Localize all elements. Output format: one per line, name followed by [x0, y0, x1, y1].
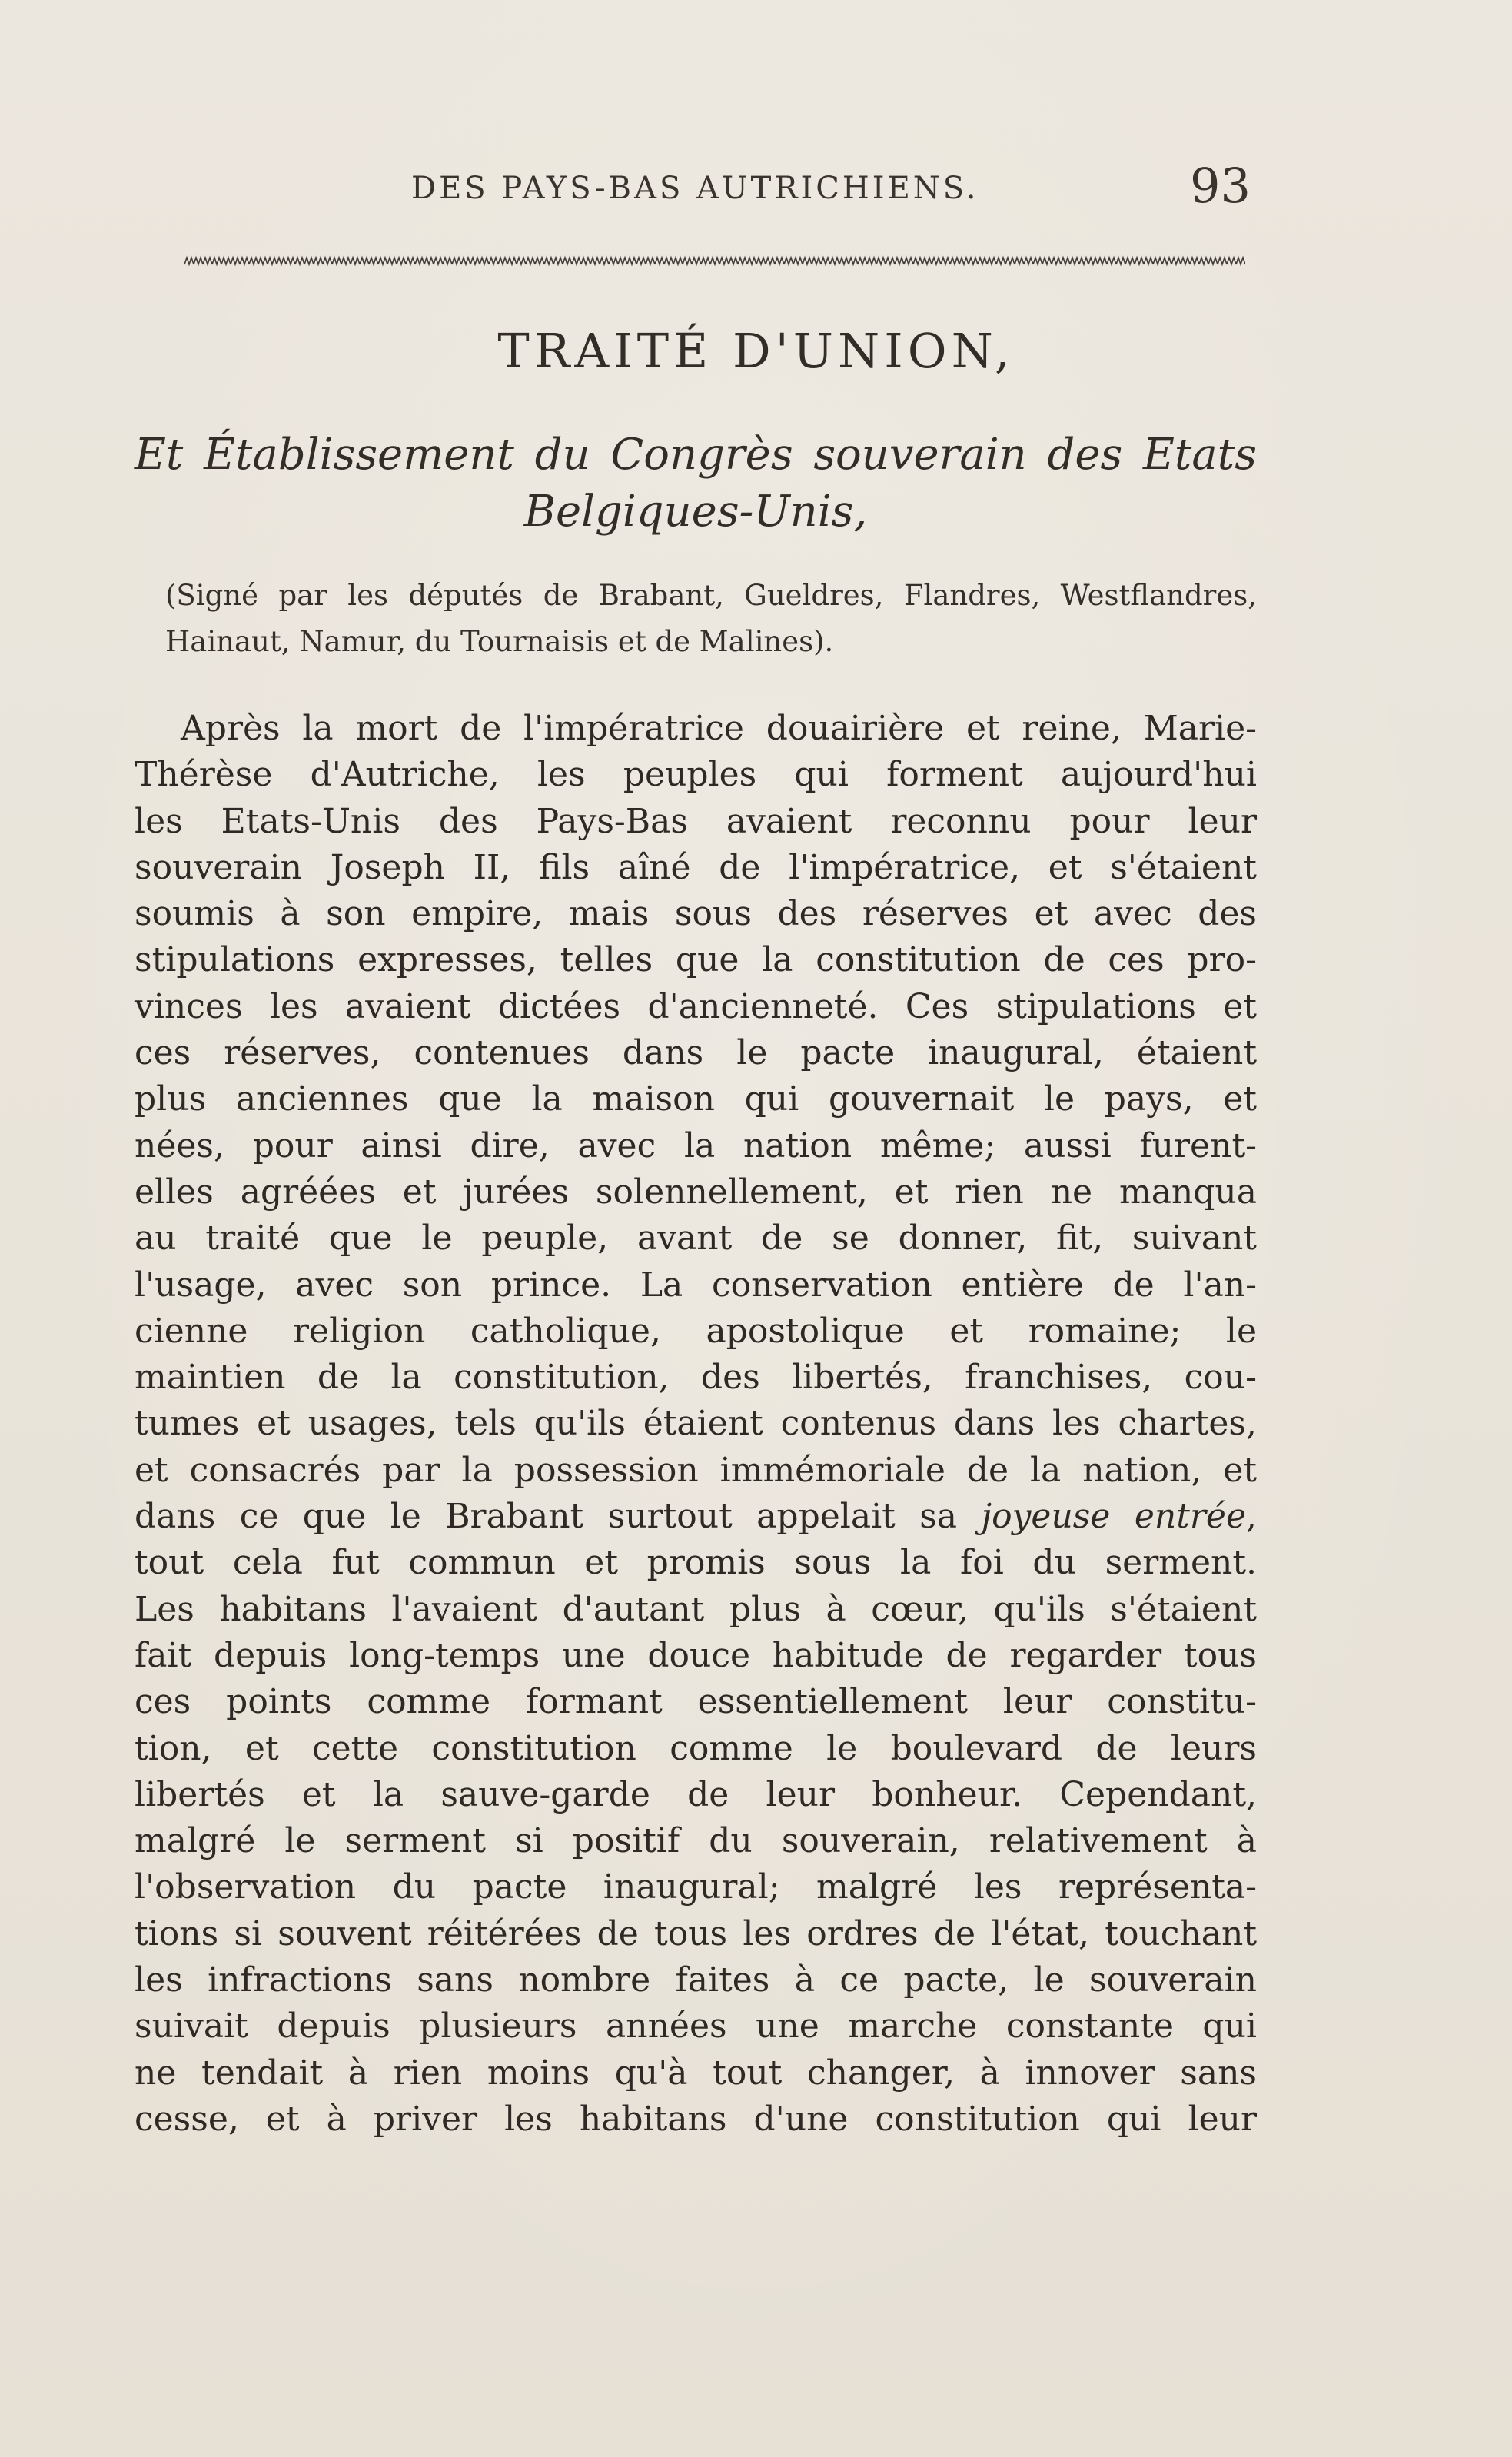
text-line: Les habitans l'avaient d'autant plus à cœur, qu'ils s'étaient: [135, 1589, 1257, 1629]
text-line: ne tendait à rien moins qu'à tout changer, à innover sans: [135, 2053, 1257, 2093]
text-line: Thérèse d'Autriche, les peuples qui forment aujourd'hui: [135, 755, 1257, 795]
text-line-start: dans ce que le Brabant surtout appelait sa: [135, 1497, 982, 1537]
text-line: cesse, et à priver les habitans d'une constitution qui leur: [135, 2099, 1257, 2139]
text-line: cienne religion catholique, apostolique et romaine; le: [135, 1311, 1257, 1351]
text-line: tion, et cette constitution comme le boulevard de leurs: [135, 1728, 1257, 1768]
italic-suffix: ,: [1246, 1497, 1257, 1537]
subtitle-line-1: Et Établissement du Congrès souverain des Etats: [135, 430, 1257, 480]
signatories-line-2: Hainaut, Namur, du Tournaisis et de Malines).: [165, 625, 834, 658]
document-subtitle: [135, 427, 1257, 540]
text-line: stipulations expresses, telles que la constitution de ces pro-: [135, 940, 1257, 980]
subtitle-line-2: Belgiques-Unis,: [523, 487, 868, 537]
text-line: maintien de la constitution, des libertés, franchises, cou-: [135, 1358, 1257, 1398]
text-line: Après la mort de l'impératrice douairière et reine, Marie-: [181, 709, 1257, 748]
running-head: DES PAYS-BAS AUTRICHIENS.: [411, 171, 979, 206]
signatories-note: [135, 573, 1257, 665]
text-line: malgré le serment si positif du souverain, relativement à: [135, 1821, 1257, 1861]
text-line: soumis à son empire, mais sous des réserves et avec des: [135, 894, 1257, 934]
signatories-line-1: (Signé par les députés de Brabant, Gueldres, Flandres, Westflandres,: [165, 579, 1257, 612]
wavy-rule-icon: [184, 255, 1245, 268]
text-line: vinces les avaient dictées d'ancienneté. Ces stipulations et: [135, 986, 1257, 1026]
text-line: souverain Joseph II, fils aîné de l'impératrice, et s'étaient: [135, 847, 1257, 887]
italic-phrase: joyeuse entrée: [981, 1497, 1246, 1537]
text-line: l'usage, avec son prince. La conservation entière de l'an-: [135, 1265, 1257, 1305]
text-line: l'observation du pacte inaugural; malgré les représenta-: [135, 1867, 1257, 1907]
text-line: et consacrés par la possession immémoriale de la nation, et: [135, 1450, 1257, 1490]
text-line: plus anciennes que la maison qui gouvernait le pays, et: [135, 1079, 1257, 1119]
text-line: ces réserves, contenues dans le pacte inaugural, étaient: [135, 1033, 1257, 1073]
text-line: les Etats-Unis des Pays-Bas avaient reconnu pour leur: [135, 801, 1257, 841]
text-line: libertés et la sauve-garde de leur bonheur. Cependant,: [135, 1774, 1257, 1814]
text-line-with-italic: [135, 1494, 1257, 1540]
text-line: tumes et usages, tels qu'ils étaient contenus dans les chartes,: [135, 1404, 1257, 1444]
text-line: tout cela fut commun et promis sous la foi du serment.: [135, 1543, 1257, 1583]
document-title: TRAITÉ D'UNION,: [497, 323, 1015, 379]
text-line: tions si souvent réitérées de tous les ordres de l'état, touchant: [135, 1913, 1257, 1953]
text-line: nées, pour ainsi dire, avec la nation même; aussi furent-: [135, 1125, 1257, 1165]
text-line: elles agréées et jurées solennellement, et rien ne manqua: [135, 1172, 1257, 1212]
text-line: les infractions sans nombre faites à ce pacte, le souverain: [135, 1960, 1257, 2000]
text-line: au traité que le peuple, avant de se donner, fit, suivant: [135, 1219, 1257, 1258]
text-line: suivait depuis plusieurs années une marche constante qui: [135, 2006, 1257, 2046]
page-number: 93: [1190, 158, 1251, 214]
text-line: ces points comme formant essentiellement leur constitu-: [135, 1682, 1257, 1722]
text-line: fait depuis long-temps une douce habitude de regarder tous: [135, 1635, 1257, 1675]
ornamental-rule: [184, 255, 1245, 268]
body-paragraph: [135, 706, 1257, 2143]
